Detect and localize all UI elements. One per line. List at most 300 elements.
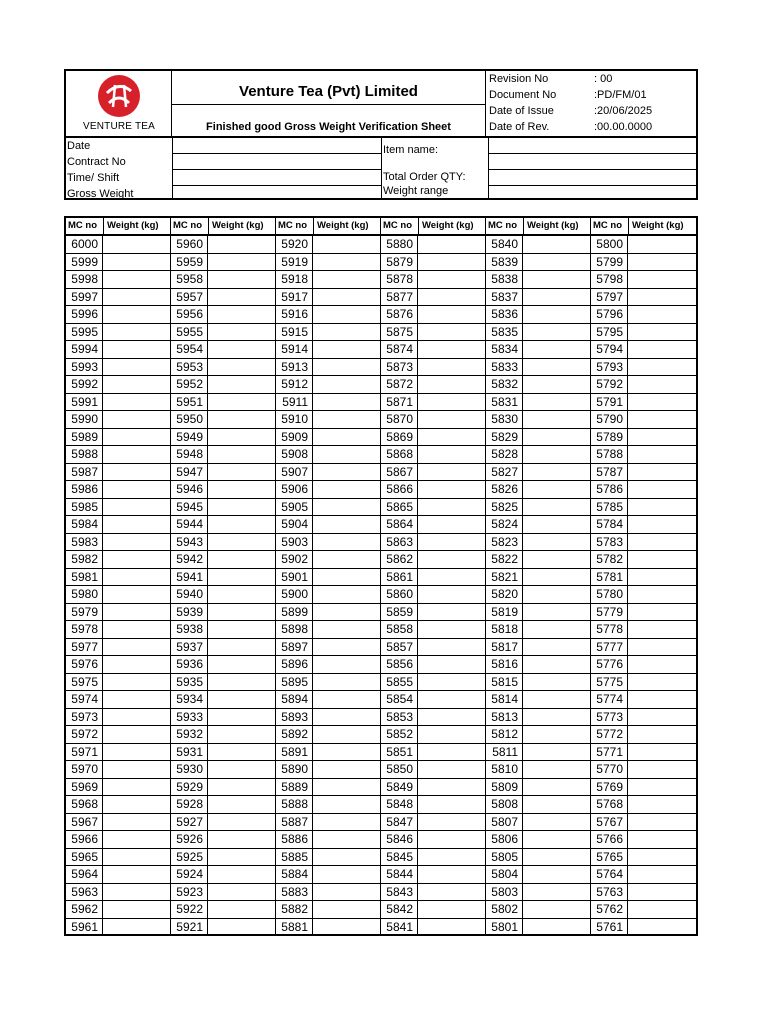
weight-cell[interactable]	[628, 779, 696, 796]
weight-cell[interactable]	[418, 341, 485, 358]
weight-cell[interactable]	[103, 901, 170, 918]
weight-cell[interactable]	[208, 796, 275, 813]
weight-cell[interactable]	[313, 796, 380, 813]
weight-cell[interactable]	[628, 429, 696, 446]
weight-cell[interactable]	[103, 359, 170, 376]
weight-cell[interactable]	[523, 394, 590, 411]
table-row	[381, 621, 485, 639]
weight-cell[interactable]	[523, 446, 590, 463]
weight-cell[interactable]	[418, 919, 485, 937]
mc-number: 5942	[171, 551, 208, 568]
weight-cell[interactable]	[208, 464, 275, 481]
table-row	[486, 516, 590, 534]
weight-cell[interactable]	[208, 236, 275, 253]
table-row	[171, 674, 275, 692]
weight-cell[interactable]	[208, 866, 275, 883]
weight-cell[interactable]	[103, 796, 170, 813]
weight-cell[interactable]	[628, 866, 696, 883]
table-row	[66, 446, 170, 464]
weight-cell[interactable]	[208, 586, 275, 603]
weight-cell[interactable]	[103, 254, 170, 271]
weight-cell[interactable]	[103, 324, 170, 341]
weight-cell[interactable]	[418, 639, 485, 656]
weight-cell[interactable]	[313, 814, 380, 831]
weight-cell[interactable]	[628, 796, 696, 813]
weight-cell[interactable]	[208, 744, 275, 761]
weight-cell[interactable]	[103, 516, 170, 533]
weight-cell[interactable]	[208, 446, 275, 463]
weight-cell[interactable]	[523, 901, 590, 918]
table-row	[381, 761, 485, 779]
weight-cell[interactable]	[208, 901, 275, 918]
weight-cell[interactable]	[103, 761, 170, 778]
weight-cell[interactable]	[103, 639, 170, 656]
weight-cell[interactable]	[418, 394, 485, 411]
weight-cell[interactable]	[418, 866, 485, 883]
weight-cell[interactable]	[208, 271, 275, 288]
weight-cell[interactable]	[208, 831, 275, 848]
weight-cell[interactable]	[418, 674, 485, 691]
weight-cell[interactable]	[523, 884, 590, 901]
weight-cell[interactable]	[418, 271, 485, 288]
weight-cell[interactable]	[313, 884, 380, 901]
weight-cell[interactable]	[418, 726, 485, 743]
weight-cell[interactable]	[523, 779, 590, 796]
weight-cell[interactable]	[418, 884, 485, 901]
weight-cell[interactable]	[103, 779, 170, 796]
weight-cell[interactable]	[313, 341, 380, 358]
weight-cell[interactable]	[628, 534, 696, 551]
weight-cell[interactable]	[103, 446, 170, 463]
weight-cell[interactable]	[628, 376, 696, 393]
weight-cell[interactable]	[313, 621, 380, 638]
contract-no-field[interactable]	[173, 154, 381, 170]
weight-cell[interactable]	[628, 306, 696, 323]
weight-cell[interactable]	[523, 499, 590, 516]
weight-cell[interactable]	[103, 621, 170, 638]
weight-cell[interactable]	[628, 831, 696, 848]
weight-cell[interactable]	[103, 394, 170, 411]
weight-cell[interactable]	[208, 289, 275, 306]
weight-cell[interactable]	[523, 481, 590, 498]
weight-cell[interactable]	[313, 691, 380, 708]
table-row	[381, 499, 485, 517]
weight-cell[interactable]	[418, 446, 485, 463]
total-order-qty-field[interactable]	[489, 170, 698, 186]
weight-cell[interactable]	[103, 674, 170, 691]
weight-cell[interactable]	[628, 639, 696, 656]
weight-cell[interactable]	[418, 359, 485, 376]
weight-cell[interactable]	[313, 411, 380, 428]
weight-cell[interactable]	[628, 551, 696, 568]
weight-cell[interactable]	[418, 499, 485, 516]
weight-cell[interactable]	[313, 831, 380, 848]
table-row	[276, 306, 380, 324]
table-row	[171, 254, 275, 272]
mc-number: 5804	[486, 866, 523, 883]
time-shift-field[interactable]	[173, 170, 381, 186]
weight-cell[interactable]	[313, 376, 380, 393]
table-row	[381, 656, 485, 674]
mc-number: 5946	[171, 481, 208, 498]
weight-cell[interactable]	[313, 306, 380, 323]
table-row	[591, 884, 696, 902]
weight-cell[interactable]	[628, 849, 696, 866]
weight-cell[interactable]	[103, 849, 170, 866]
weight-cell[interactable]	[523, 674, 590, 691]
weight-cell[interactable]	[418, 376, 485, 393]
weight-cell[interactable]	[103, 289, 170, 306]
weight-cell[interactable]	[523, 586, 590, 603]
mc-number: 5871	[381, 394, 418, 411]
weight-cell[interactable]	[523, 866, 590, 883]
table-row	[381, 726, 485, 744]
weight-cell[interactable]	[628, 726, 696, 743]
grid-column-header	[276, 218, 380, 236]
mc-number: 5785	[591, 499, 628, 516]
weight-cell[interactable]	[313, 639, 380, 656]
weight-cell[interactable]	[418, 901, 485, 918]
weight-cell[interactable]	[313, 586, 380, 603]
weight-cell[interactable]	[103, 306, 170, 323]
weight-cell[interactable]	[103, 341, 170, 358]
mc-number: 5948	[171, 446, 208, 463]
weight-cell[interactable]	[103, 709, 170, 726]
weight-cell[interactable]	[523, 254, 590, 271]
weight-cell[interactable]	[628, 254, 696, 271]
weight-cell[interactable]	[523, 726, 590, 743]
weight-cell[interactable]	[208, 481, 275, 498]
weight-cell[interactable]	[313, 761, 380, 778]
weight-cell[interactable]	[628, 236, 696, 253]
weight-cell[interactable]	[208, 324, 275, 341]
item-name-field[interactable]	[489, 138, 698, 154]
weight-cell[interactable]	[523, 271, 590, 288]
weight-cell[interactable]	[523, 236, 590, 253]
weight-cell[interactable]	[418, 831, 485, 848]
weight-cell[interactable]	[103, 726, 170, 743]
weight-cell[interactable]	[313, 604, 380, 621]
weight-cell[interactable]	[523, 569, 590, 586]
weight-cell[interactable]	[313, 446, 380, 463]
weight-cell[interactable]	[418, 604, 485, 621]
date-field[interactable]	[173, 138, 381, 154]
weight-cell[interactable]	[208, 254, 275, 271]
mc-number: 5856	[381, 656, 418, 673]
weight-cell[interactable]	[208, 306, 275, 323]
mc-number: 5908	[276, 446, 313, 463]
weight-cell[interactable]	[313, 779, 380, 796]
weight-cell[interactable]	[628, 411, 696, 428]
weight-cell[interactable]	[313, 289, 380, 306]
weight-cell[interactable]	[103, 481, 170, 498]
mc-number: 5945	[171, 499, 208, 516]
weight-cell[interactable]	[313, 569, 380, 586]
table-row	[171, 586, 275, 604]
weight-cell[interactable]	[523, 429, 590, 446]
mc-number: 5930	[171, 761, 208, 778]
weight-cell[interactable]	[418, 534, 485, 551]
mc-number: 5886	[276, 831, 313, 848]
weight-cell[interactable]	[523, 919, 590, 937]
weight-cell[interactable]	[418, 236, 485, 253]
weight-cell[interactable]	[418, 691, 485, 708]
weight-cell[interactable]	[418, 796, 485, 813]
weight-cell[interactable]	[103, 919, 170, 937]
weight-cell[interactable]	[418, 761, 485, 778]
weight-cell[interactable]	[313, 744, 380, 761]
weight-cell[interactable]	[103, 376, 170, 393]
weight-cell[interactable]	[628, 744, 696, 761]
mc-number: 5884	[276, 866, 313, 883]
weight-cell[interactable]	[628, 586, 696, 603]
mc-number: 5808	[486, 796, 523, 813]
table-row	[276, 866, 380, 884]
weight-cell[interactable]	[313, 236, 380, 253]
weight-cell[interactable]	[523, 761, 590, 778]
weight-cell[interactable]	[418, 621, 485, 638]
table-row	[171, 271, 275, 289]
weight-cell[interactable]	[313, 551, 380, 568]
weight-cell[interactable]	[628, 604, 696, 621]
weight-cell[interactable]	[103, 236, 170, 253]
weight-cell[interactable]	[523, 324, 590, 341]
weight-cell[interactable]	[103, 691, 170, 708]
weight-cell[interactable]	[418, 324, 485, 341]
weight-cell[interactable]	[523, 796, 590, 813]
weight-cell[interactable]	[208, 779, 275, 796]
weight-cell[interactable]	[523, 376, 590, 393]
weight-cell[interactable]	[523, 639, 590, 656]
weight-cell[interactable]	[208, 429, 275, 446]
weight-cell[interactable]	[208, 656, 275, 673]
weight-cell[interactable]	[208, 621, 275, 638]
table-row	[276, 761, 380, 779]
weight-cell[interactable]	[208, 341, 275, 358]
weight-cell[interactable]	[523, 341, 590, 358]
weight-cell[interactable]	[523, 744, 590, 761]
mc-number: 6000	[66, 236, 103, 253]
weight-cell[interactable]	[103, 534, 170, 551]
table-row	[381, 586, 485, 604]
weight-cell[interactable]	[418, 744, 485, 761]
weight-cell[interactable]	[313, 324, 380, 341]
weight-cell[interactable]	[208, 639, 275, 656]
weight-cell[interactable]	[628, 569, 696, 586]
mc-number: 5876	[381, 306, 418, 323]
weight-cell[interactable]	[313, 481, 380, 498]
weight-cell[interactable]	[103, 586, 170, 603]
weight-cell[interactable]	[208, 919, 275, 937]
weight-cell[interactable]	[418, 814, 485, 831]
weight-cell[interactable]	[313, 901, 380, 918]
weight-cell[interactable]	[103, 604, 170, 621]
table-row	[66, 901, 170, 919]
weight-cell[interactable]	[418, 656, 485, 673]
weight-cell[interactable]	[418, 586, 485, 603]
table-row	[486, 691, 590, 709]
weight-cell[interactable]	[418, 429, 485, 446]
weight-cell[interactable]	[103, 411, 170, 428]
weight-cell[interactable]	[418, 306, 485, 323]
weight-cell[interactable]	[208, 604, 275, 621]
weight-cell[interactable]	[523, 306, 590, 323]
grid-column-header	[591, 218, 696, 236]
weight-cell[interactable]	[523, 464, 590, 481]
weight-cell[interactable]	[103, 884, 170, 901]
weight-cell[interactable]	[313, 394, 380, 411]
weight-cell[interactable]	[523, 289, 590, 306]
weight-cell[interactable]	[628, 464, 696, 481]
weight-cell[interactable]	[313, 429, 380, 446]
weight-cell[interactable]	[628, 674, 696, 691]
table-row	[486, 744, 590, 762]
weight-cell[interactable]	[628, 621, 696, 638]
weight-cell[interactable]	[418, 464, 485, 481]
weight-cell[interactable]	[103, 744, 170, 761]
table-row	[591, 621, 696, 639]
weight-cell[interactable]	[313, 271, 380, 288]
weight-cell[interactable]	[313, 516, 380, 533]
weight-cell[interactable]	[208, 376, 275, 393]
table-row	[171, 831, 275, 849]
table-row	[171, 289, 275, 307]
weight-cell[interactable]	[628, 516, 696, 533]
weight-cell[interactable]	[313, 709, 380, 726]
weight-cell[interactable]	[313, 534, 380, 551]
weight-cell[interactable]	[103, 551, 170, 568]
mc-number: 5965	[66, 849, 103, 866]
table-row	[486, 639, 590, 657]
weight-range-field[interactable]	[489, 186, 698, 201]
table-row	[276, 376, 380, 394]
weight-cell[interactable]	[313, 464, 380, 481]
weight-cell[interactable]	[523, 604, 590, 621]
weight-cell[interactable]	[418, 849, 485, 866]
weight-cell[interactable]	[313, 726, 380, 743]
weight-cell[interactable]	[103, 429, 170, 446]
mc-number: 5906	[276, 481, 313, 498]
weight-cell[interactable]	[103, 271, 170, 288]
weight-cell[interactable]	[523, 359, 590, 376]
weight-cell[interactable]	[628, 481, 696, 498]
weight-cell[interactable]	[628, 446, 696, 463]
weight-cell[interactable]	[208, 394, 275, 411]
weight-cell[interactable]	[208, 726, 275, 743]
weight-cell[interactable]	[628, 814, 696, 831]
weight-cell[interactable]	[418, 709, 485, 726]
weight-cell[interactable]	[208, 674, 275, 691]
gross-weight-field[interactable]	[173, 186, 381, 201]
weight-cell[interactable]	[103, 656, 170, 673]
weight-cell[interactable]	[523, 516, 590, 533]
weight-cell[interactable]	[628, 359, 696, 376]
weight-cell[interactable]	[103, 499, 170, 516]
weight-cell[interactable]	[418, 551, 485, 568]
weight-cell[interactable]	[418, 254, 485, 271]
weight-cell[interactable]	[208, 516, 275, 533]
weight-cell[interactable]	[628, 919, 696, 937]
weight-cell[interactable]	[208, 359, 275, 376]
weight-cell[interactable]	[628, 271, 696, 288]
weight-cell[interactable]	[418, 516, 485, 533]
weight-cell[interactable]	[208, 814, 275, 831]
weight-cell[interactable]	[523, 691, 590, 708]
weight-cell[interactable]	[208, 551, 275, 568]
weight-cell[interactable]	[208, 534, 275, 551]
table-row	[486, 289, 590, 307]
weight-cell[interactable]	[628, 884, 696, 901]
weight-cell[interactable]	[103, 831, 170, 848]
mc-number: 5790	[591, 411, 628, 428]
weight-cell[interactable]	[313, 254, 380, 271]
weight-cell[interactable]	[208, 761, 275, 778]
weight-cell[interactable]	[523, 656, 590, 673]
mc-number: 5904	[276, 516, 313, 533]
weight-cell[interactable]	[628, 394, 696, 411]
weight-cell[interactable]	[523, 709, 590, 726]
table-row	[591, 604, 696, 622]
weight-cell[interactable]	[628, 289, 696, 306]
weight-cell[interactable]	[628, 901, 696, 918]
weight-cell[interactable]	[313, 919, 380, 937]
mc-number: 5975	[66, 674, 103, 691]
weight-cell[interactable]	[628, 761, 696, 778]
weight-cell[interactable]	[418, 411, 485, 428]
mc-number: 5810	[486, 761, 523, 778]
weight-cell[interactable]	[418, 569, 485, 586]
weight-cell[interactable]	[313, 656, 380, 673]
weight-cell[interactable]	[208, 411, 275, 428]
weight-cell[interactable]	[628, 499, 696, 516]
weight-cell[interactable]	[313, 499, 380, 516]
weight-cell[interactable]	[313, 359, 380, 376]
weight-cell[interactable]	[103, 569, 170, 586]
weight-cell[interactable]	[208, 569, 275, 586]
weight-cell[interactable]	[418, 289, 485, 306]
weight-cell[interactable]	[208, 709, 275, 726]
weight-cell[interactable]	[418, 481, 485, 498]
weight-cell[interactable]	[628, 691, 696, 708]
weight-cell[interactable]	[313, 866, 380, 883]
table-row	[486, 884, 590, 902]
item-name-field-2[interactable]	[489, 154, 698, 170]
weight-cell[interactable]	[628, 709, 696, 726]
weight-cell[interactable]	[208, 499, 275, 516]
weight-cell[interactable]	[523, 831, 590, 848]
weight-cell[interactable]	[628, 341, 696, 358]
weight-cell[interactable]	[313, 674, 380, 691]
weight-cell[interactable]	[523, 534, 590, 551]
weight-cell[interactable]	[103, 814, 170, 831]
weight-cell[interactable]	[523, 551, 590, 568]
weight-cell[interactable]	[523, 814, 590, 831]
weight-cell[interactable]	[103, 464, 170, 481]
weight-cell[interactable]	[313, 849, 380, 866]
mc-number: 5997	[66, 289, 103, 306]
table-row	[171, 849, 275, 867]
weight-cell[interactable]	[523, 621, 590, 638]
weight-cell[interactable]	[523, 849, 590, 866]
weight-cell[interactable]	[418, 779, 485, 796]
weight-cell[interactable]	[523, 411, 590, 428]
weight-cell[interactable]	[208, 884, 275, 901]
weight-cell[interactable]	[628, 324, 696, 341]
weight-cell[interactable]	[628, 656, 696, 673]
weight-cell[interactable]	[103, 866, 170, 883]
weight-cell[interactable]	[208, 849, 275, 866]
weight-cell[interactable]	[208, 691, 275, 708]
